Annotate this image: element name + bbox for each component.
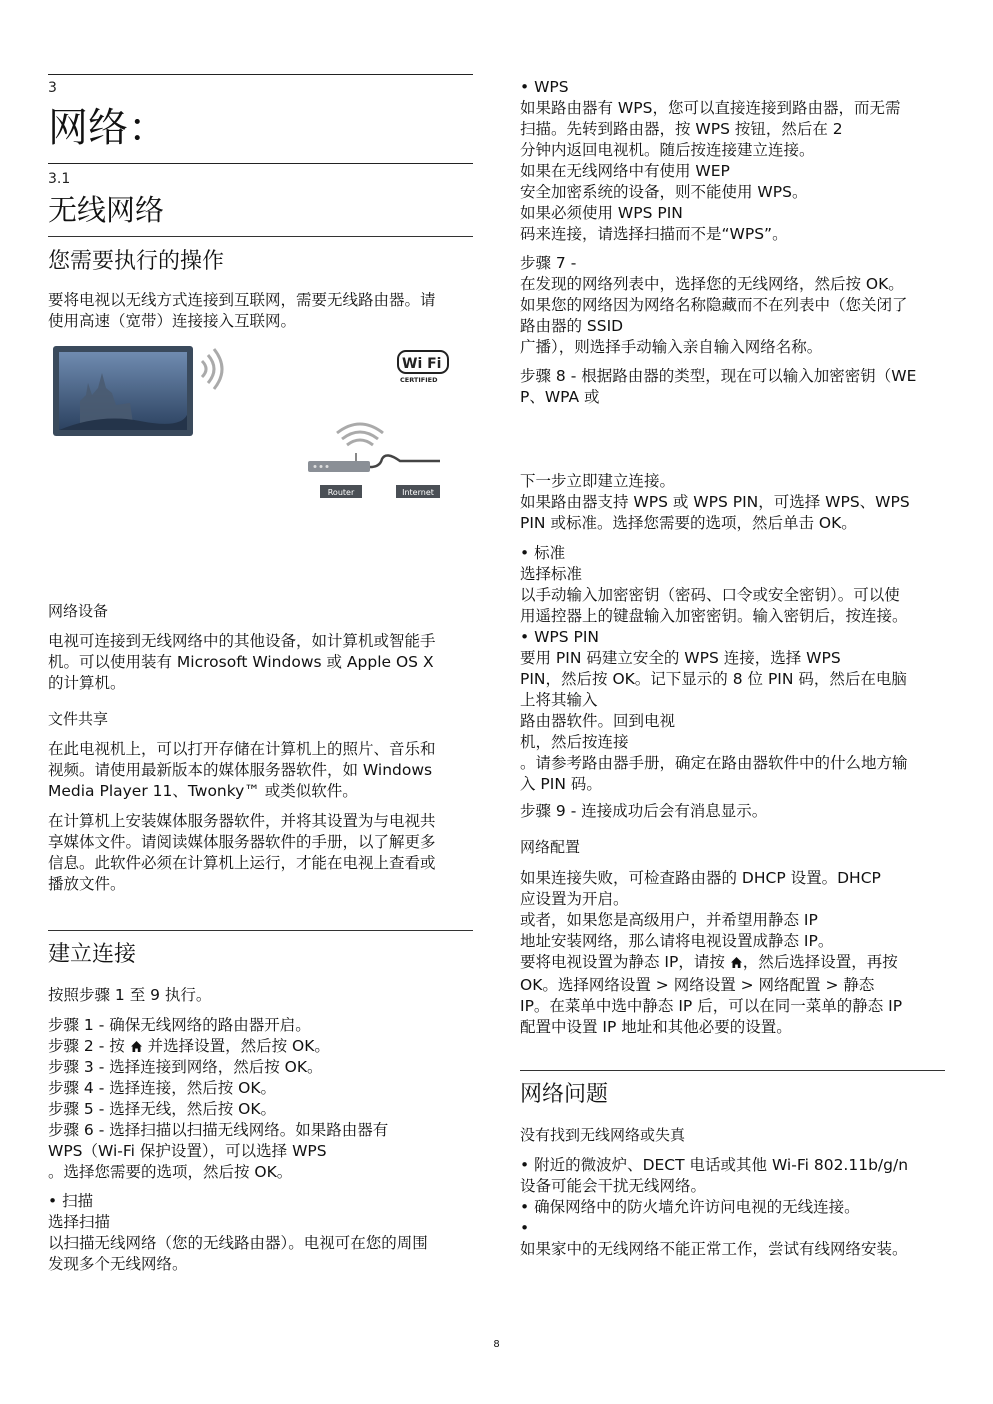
section-rule [48, 163, 473, 164]
subsection-rule-2 [48, 930, 473, 931]
wps-option-text: • WPS 如果路由器有 WPS，您可以直接连接到路由器，而无需 扫描。先转到路由器，按 WPS 按钮，然后在 2 分钟内返回电视机。随后按连接建立连接。 如果在无线网络中有使用 WEP 安全加密系统的设备，则不能使用 WPS。 如果必须使用 WPS PIN 码来连接，请选择扫描而不是“WPS”。 [520, 78, 901, 243]
wireless-network-figure [50, 343, 470, 503]
home-icon [730, 954, 743, 975]
network-devices-heading: 网络设备 [48, 602, 109, 620]
network-devices-text: 电视可连接到无线网络中的其他设备，如计算机或智能手 机。可以使用装有 Microsoft Windows 或 Apple OS X 的计算机。 [48, 632, 436, 692]
section-title: 无线网络 [48, 193, 165, 227]
standard-and-wps-pin-text: • 标准 选择标准 以手动输入加密密钥（密码、口令或安全密钥）。可以使 用遥控器上的键盘输入加密密钥。输入密钥后，按连接。 • WPS PIN 要用 PIN 码建立安全的 WPS 连接，选择 WPS PIN，然后按 OK。记下显示的 8 位 PIN 码，然后在电脑 上将其输入 路由器软件。回到电视 机，然后按连接 。请参考路由器手册，确定在路由器软件中的什么地方输 入 PIN 码。 [520, 544, 908, 793]
network-config-text: 如果连接失败，可检查路由器的 DHCP 设置。DHCP 应设置为开启。 或者，如果您是高级用户，并希望用静态 IP 地址安装网络，那么请将电视设置成静态 IP。 要将电视设置为静态 IP，请按 ，然后选择设置，再按 OK。选择网络设置 > 网络设置 > 网络配置 > 静态 IP。在菜单中选中静态 IP 后，可以在同一菜单的静态 IP 配置中设置 IP 地址和其他必要的设置。 [520, 869, 903, 1036]
wifi-certified-logo-icon [398, 351, 448, 384]
home-icon [130, 1038, 143, 1059]
steps-3-to-6: 步骤 3 - 选择连接到网络，然后按 OK。 步骤 4 - 选择连接，然后按 OK。 步骤 5 - 选择无线，然后按 OK。 步骤 6 - 选择扫描以扫描无线网络。如果路由器有 WPS（Wi-Fi 保护设置），可以选择 WPS 。选择您需要的选项，然后按 OK。 [48, 1058, 389, 1181]
next-step-text: 下一步立即建立连接。 如果路由器支持 WPS 或 WPS PIN，可选择 WPS、WPS PIN 或标准。选择您需要的选项，然后单击 OK。 [520, 472, 910, 532]
file-sharing-heading: 文件共享 [48, 710, 109, 728]
tv-illustration [53, 346, 193, 436]
chapter-number: 3 [48, 80, 57, 96]
problem-heading: 没有找到无线网络或失真 [520, 1126, 686, 1144]
problem-text: • 附近的微波炉、DECT 电话或其他 Wi-Fi 802.11b/g/n 设备可能会干扰无线网络。 • 确保网络中的防火墙允许访问电视的无线连接。 • 如果家中的无线网络不能正常工作，尝试有线网络安装。 [520, 1156, 909, 1258]
step-2: 步骤 2 - 按 并选择设置，然后按 OK。 [48, 1036, 473, 1059]
subsection-title-connect: 建立连接 [48, 942, 137, 967]
subsection-title-network-problems: 网络问题 [520, 1082, 609, 1107]
network-config-heading: 网络配置 [520, 838, 581, 856]
tv-wireless-waves-icon [202, 349, 222, 389]
step-7: 步骤 7 - 在发现的网络列表中，选择您的无线网络，然后按 OK。 如果您的网络因为网络名称隐藏而不在列表中（您关闭了 路由器的 SSID 广播），则选择手动输入亲自输入网络名称。 [520, 254, 908, 356]
file-sharing-text-2: 在计算机上安装媒体服务器软件，并将其设置为与电视共 享媒体文件。请阅读媒体服务器软件的手册，以了解更多 信息。此软件必须在计算机上运行，才能在电视上查看或 播放文件。 [48, 812, 436, 893]
chapter-title: 网络： [48, 105, 168, 151]
scan-option-text: • 扫描 选择扫描 以扫描无线网络（您的无线路由器）。电视可在您的周围 发现多个无线网络。 [48, 1192, 428, 1273]
router-label [320, 485, 362, 498]
steps-intro: 按照步骤 1 至 9 执行。 [48, 986, 212, 1004]
router-wireless-waves-icon [337, 424, 383, 445]
svg-text:Router: Router [327, 488, 355, 497]
svg-text:Wi Fi: Wi Fi [402, 356, 442, 372]
page-number: 8 [493, 1339, 500, 1350]
router-illustration [308, 453, 440, 472]
subsection-rule-3 [520, 1070, 945, 1071]
subsection-title-what-to-do: 您需要执行的操作 [48, 249, 225, 274]
step-8: 步骤 8 - 根据路由器的类型，现在可以输入加密密钥（WE P、WPA 或 [520, 367, 917, 406]
step-9: 步骤 9 - 连接成功后会有消息显示。 [520, 802, 768, 820]
svg-text:Internet: Internet [402, 488, 434, 497]
internet-label [396, 485, 440, 498]
file-sharing-text-1: 在此电视机上，可以打开存储在计算机上的照片、音乐和 视频。请使用最新版本的媒体服务器软件，如 Windows Media Player 11、Twonky™ 或类似软件。 [48, 740, 436, 800]
subsection-rule-1 [48, 236, 473, 237]
svg-text:CERTIFIED: CERTIFIED [400, 376, 438, 384]
section-number: 3.1 [48, 171, 71, 187]
chapter-rule-top [48, 74, 473, 75]
step-1: 步骤 1 - 确保无线网络的路由器开启。 [48, 1016, 311, 1034]
intro-text: 要将电视以无线方式连接到互联网，需要无线路由器。请 使用高速（宽带）连接接入互联网。 [48, 291, 436, 330]
